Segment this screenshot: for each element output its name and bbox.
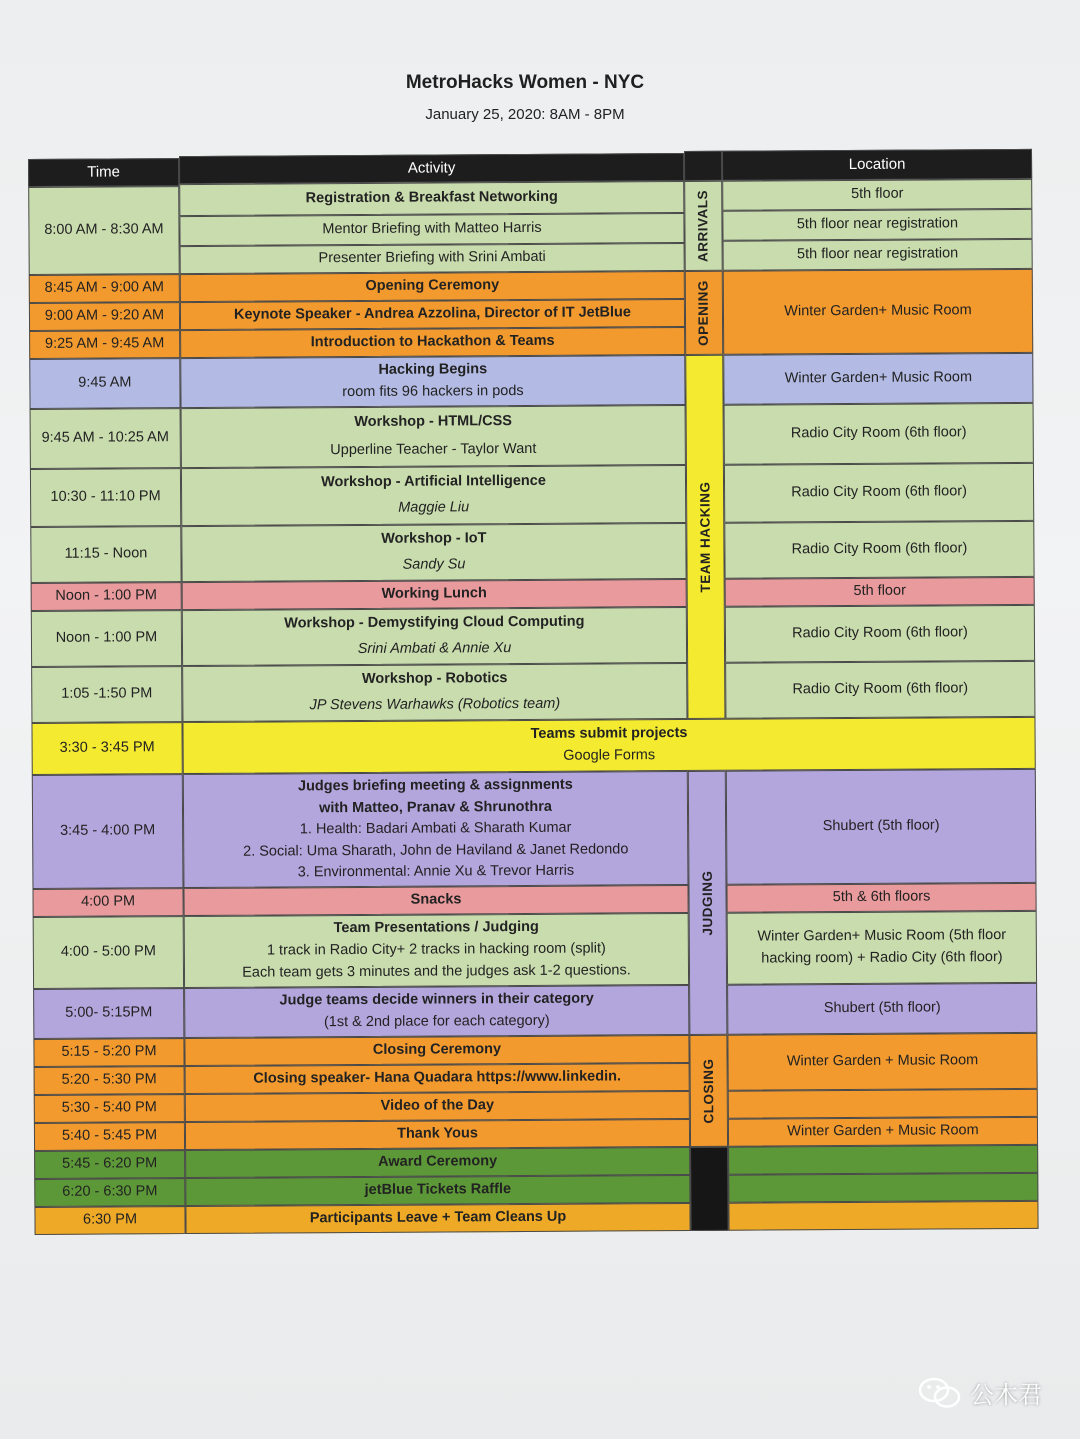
- phase-team-hacking: TEAM HACKING: [685, 355, 725, 719]
- location-cell: Shubert (5th floor): [727, 983, 1037, 1035]
- activity-detail: JP Stevens Warhawks (Robotics team): [309, 695, 561, 714]
- time-cell: 5:20 - 5:30 PM: [34, 1066, 185, 1095]
- time-cell: 3:30 - 3:45 PM: [31, 722, 182, 775]
- location-cell: 5th & 6th floors: [726, 883, 1036, 913]
- activity-cell: [184, 985, 689, 1038]
- time-cell: Noon - 1:00 PM: [31, 610, 182, 667]
- location-cell: Radio City Room (6th floor): [724, 521, 1034, 579]
- activity-detail: Upperline Teacher - Taylor Want: [330, 440, 537, 459]
- time-cell: 5:40 - 5:45 PM: [34, 1122, 185, 1151]
- time-cell: 9:00 AM - 9:20 AM: [29, 302, 180, 331]
- time-cell: 3:45 - 4:00 PM: [32, 774, 184, 889]
- activity-cell: Mentor Briefing with Matteo Harris: [179, 213, 684, 246]
- activity-cell: Working Lunch: [182, 579, 687, 610]
- location-cell: Winter Garden + Music Room: [727, 1033, 1037, 1091]
- activity-title: Workshop - HTML/CSS: [354, 413, 512, 431]
- phase-arrivals: ARRIVALS: [684, 181, 723, 271]
- location-cell: Winter Garden + Music Room: [728, 1117, 1038, 1147]
- activity-cell: Award Ceremony: [185, 1147, 690, 1178]
- location-cell: Radio City Room (6th floor): [724, 463, 1034, 523]
- header-time: Time: [28, 158, 179, 187]
- activity-title: Workshop - IoT: [381, 530, 487, 548]
- phase-judging: JUDGING: [688, 771, 728, 1035]
- activity-cell: Participants Leave + Team Cleans Up: [185, 1203, 690, 1234]
- location-cell: 5th floor near registration: [722, 209, 1032, 241]
- time-cell: 6:20 - 6:30 PM: [34, 1178, 185, 1207]
- location-cell: Winter Garden+ Music Room: [723, 269, 1034, 355]
- phase-blank: [690, 1147, 729, 1231]
- activity-title-2: with Matteo, Pranav & Shrunothra: [319, 798, 552, 817]
- location-cell: Shubert (5th floor): [726, 769, 1037, 885]
- time-cell: 10:30 - 11:10 PM: [30, 468, 181, 527]
- activity-title: Team Presentations / Judging: [333, 919, 539, 937]
- time-cell: 4:00 PM: [32, 888, 183, 917]
- phase-opening: OPENING: [685, 271, 724, 355]
- location-cell: 5th floor: [722, 179, 1032, 211]
- activity-detail: 2. Social: Uma Sharath, John de Haviland & Janet Redondo: [243, 841, 629, 860]
- activity-cell: Keynote Speaker - Andrea Azzolina, Director of IT JetBlue: [180, 299, 685, 330]
- activity-detail: Each team gets 3 minutes and the judges ask 1-2 questions.: [242, 962, 631, 981]
- activity-cell: [182, 663, 687, 722]
- activity-cell: Thank Yous: [185, 1119, 690, 1150]
- activity-cell: [184, 913, 689, 988]
- activity-title: Workshop - Robotics: [361, 670, 508, 688]
- activity-cell: Closing Ceremony: [184, 1035, 689, 1066]
- activity-cell: jetBlue Tickets Raffle: [185, 1175, 690, 1206]
- activity-title: Teams submit projects: [530, 725, 688, 743]
- time-cell: 9:25 AM - 9:45 AM: [29, 330, 180, 359]
- activity-cell: Registration & Breakfast Networking: [179, 181, 684, 216]
- location-cell: Radio City Room (6th floor): [724, 403, 1034, 465]
- watermark: [918, 1375, 1042, 1410]
- activity-detail: 3. Environmental: Annie Xu & Trevor Harris: [297, 862, 575, 881]
- activity-cell: Snacks: [183, 885, 688, 916]
- time-cell: 9:45 AM - 10:25 AM: [30, 408, 181, 469]
- chat-bubbles-icon: [918, 1376, 962, 1410]
- location-cell: Radio City Room (6th floor): [725, 661, 1035, 719]
- time-cell: 11:15 - Noon: [30, 526, 181, 583]
- activity-title: Judge teams decide winners in their category: [279, 990, 594, 1009]
- activity-cell: [183, 771, 689, 888]
- location-cell: Winter Garden+ Music Room: [723, 353, 1033, 405]
- time-cell: 5:00- 5:15PM: [33, 988, 184, 1039]
- activity-cell: Presenter Briefing with Srini Ambati: [180, 243, 685, 274]
- location-cell: Winter Garden+ Music Room (5th floor hacking room) + Radio City (6th floor): [727, 911, 1037, 985]
- location-cell: Radio City Room (6th floor): [725, 605, 1035, 663]
- page-title: MetroHacks Women - NYC: [405, 72, 645, 93]
- activity-detail: Google Forms: [563, 747, 656, 764]
- activity-cell: [180, 355, 685, 408]
- time-cell: 8:00 AM - 8:30 AM: [28, 186, 180, 275]
- header-location: Location: [722, 149, 1032, 181]
- activity-cell: Video of the Day: [185, 1091, 690, 1122]
- location-cell-empty: [728, 1201, 1038, 1231]
- activity-detail: room fits 96 hackers in pods: [342, 382, 524, 401]
- location-cell: 5th floor near registration: [723, 239, 1033, 271]
- header-activity: Activity: [179, 153, 684, 184]
- location-cell-empty: [728, 1145, 1038, 1175]
- activity-detail: Srini Ambati & Annie Xu: [357, 640, 512, 657]
- activity-detail: (1st & 2nd place for each category): [323, 1012, 550, 1031]
- time-cell: 6:30 PM: [34, 1206, 185, 1235]
- activity-detail: Sandy Su: [402, 556, 466, 573]
- activity-cell: Opening Ceremony: [180, 271, 685, 302]
- time-cell: Noon - 1:00 PM: [31, 582, 182, 611]
- activity-title: Workshop - Artificial Intelligence: [321, 473, 546, 491]
- activity-cell: [181, 523, 686, 582]
- activity-cell: [181, 405, 686, 468]
- activity-cell: Introduction to Hackathon & Teams: [180, 327, 685, 358]
- time-cell: 5:15 - 5:20 PM: [33, 1038, 184, 1067]
- activity-title: Hacking Begins: [378, 361, 488, 379]
- activity-detail: 1. Health: Badari Ambati & Sharath Kumar: [299, 819, 572, 838]
- phase-closing: CLOSING: [689, 1035, 728, 1147]
- activity-cell: [182, 607, 687, 666]
- time-cell: 8:45 AM - 9:00 AM: [29, 274, 180, 303]
- header-phase: [684, 151, 722, 181]
- activity-title: Judges briefing meeting & assignments: [297, 777, 573, 795]
- location-cell-empty: [728, 1173, 1038, 1203]
- location-cell: 5th floor: [725, 577, 1035, 607]
- time-cell: 9:45 AM: [29, 358, 180, 409]
- time-cell: 5:30 - 5:40 PM: [34, 1094, 185, 1123]
- time-cell: 1:05 -1:50 PM: [31, 666, 182, 723]
- activity-cell: [182, 717, 1035, 774]
- watermark-text: 公木君: [970, 1382, 1042, 1409]
- activity-cell: Closing speaker- Hana Quadara https://www.linkedin.: [185, 1063, 690, 1094]
- time-cell: 5:45 - 6:20 PM: [34, 1150, 185, 1179]
- time-cell: 4:00 - 5:00 PM: [33, 916, 184, 989]
- activity-detail: Maggie Liu: [398, 499, 470, 516]
- location-cell-empty: [728, 1089, 1038, 1119]
- activity-title: Workshop - Demystifying Cloud Computing: [284, 613, 585, 632]
- event-date: January 25, 2020: 8AM - 8PM: [425, 106, 625, 123]
- activity-detail: 1 track in Radio City+ 2 tracks in hacking room (split): [266, 940, 606, 959]
- activity-cell: [181, 465, 686, 526]
- schedule-table: [28, 149, 1039, 1241]
